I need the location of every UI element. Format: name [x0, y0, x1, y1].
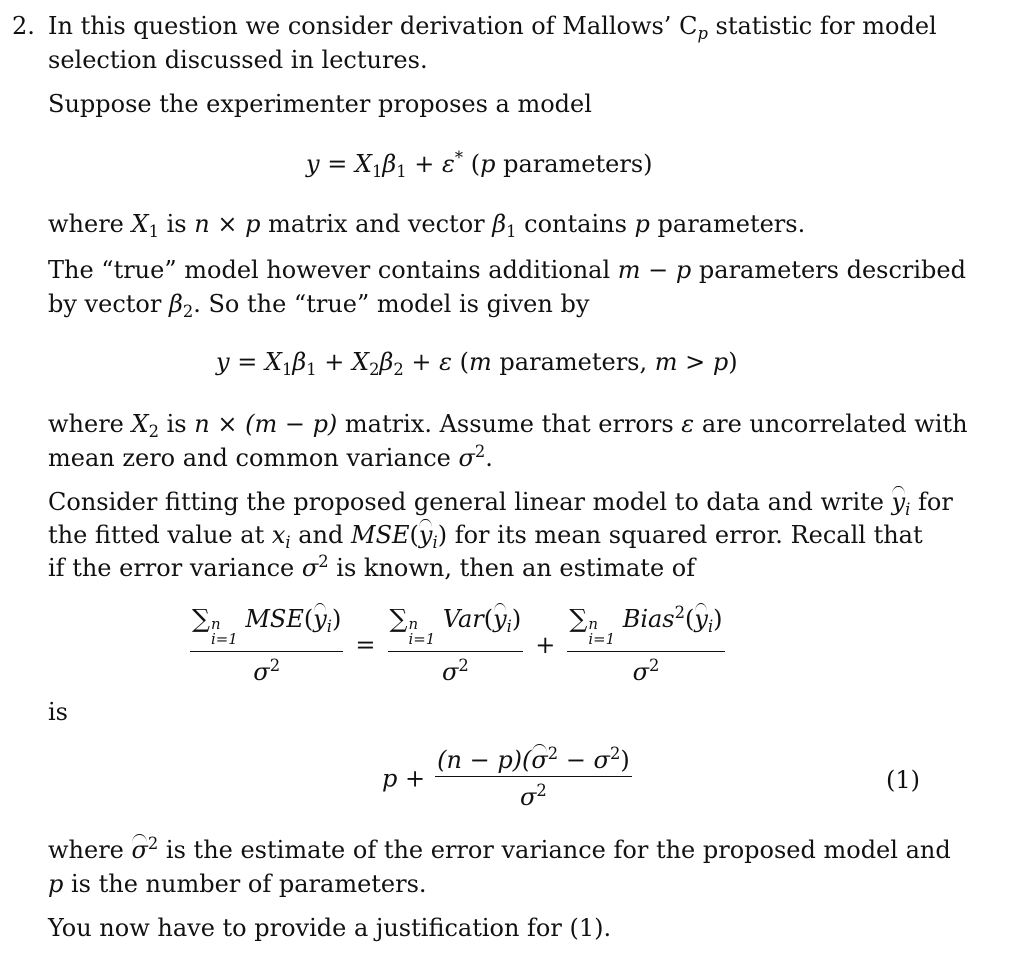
w1d: contains — [516, 210, 635, 238]
intro-line-1 — [48, 12, 937, 43]
sum-limits — [588, 617, 615, 647]
eq-one-den: σ — [520, 783, 537, 811]
eq-one-sigmahat: σ — [531, 746, 548, 774]
w1b: is — [159, 210, 195, 238]
var-yhat: y — [493, 605, 507, 633]
eq1-p: p — [480, 150, 496, 178]
equation-true-model — [216, 348, 738, 379]
eq1-star: * — [454, 148, 464, 168]
consider-line-3 — [48, 552, 696, 582]
eq-one-plus: + — [397, 764, 426, 793]
eq2-open: ( — [452, 348, 470, 376]
w2-x: X — [131, 410, 149, 438]
eq-one-num-c: ) — [620, 746, 630, 774]
mse-label: MSE — [245, 605, 304, 633]
eq2-cond: m > p — [654, 348, 729, 376]
tm2a: by vector — [48, 290, 169, 318]
sum-lower: i=1 — [408, 630, 436, 649]
equals-sign: = — [355, 630, 376, 659]
bias-label: Bias — [622, 605, 675, 633]
c3-sup: 2 — [318, 552, 329, 572]
c1-yhat: y — [891, 488, 906, 516]
den-sup: 2 — [458, 656, 469, 675]
eq-one-sup2: 2 — [609, 744, 621, 764]
sum-lower: i=1 — [588, 630, 616, 649]
where-line-3 — [48, 834, 951, 864]
c3-sigma: σ — [301, 554, 319, 582]
eq1-lhs: y = X — [306, 150, 373, 178]
true-model-line-1 — [48, 256, 966, 284]
where-line-3b — [48, 872, 427, 896]
c2-xsub: i — [285, 532, 291, 552]
w1-xsub: 1 — [148, 221, 159, 241]
frac-eq-one-num — [435, 744, 632, 777]
c1a: Consider fitting the proposed general linear model to data and write — [48, 488, 892, 516]
c2c: for its mean squared error. Recall that — [447, 521, 923, 549]
den-sigma: σ — [253, 657, 270, 686]
sum-upper: n — [588, 615, 598, 634]
final-instruction: You now have to provide a justification for (1). — [48, 914, 612, 942]
frac-mse-den — [253, 652, 280, 684]
w2-dim: n × (m − p) — [194, 410, 338, 438]
w3-p: p — [48, 870, 64, 898]
den-sup: 2 — [269, 656, 281, 675]
tm2-beta: β — [168, 290, 183, 318]
eq2-s2: 1 — [306, 359, 317, 379]
frac-bias-den — [633, 652, 660, 684]
c2-yhatsub: i — [432, 532, 438, 552]
eq2-b2: β — [379, 348, 394, 376]
eq2-plus: + X — [316, 348, 370, 376]
w2-eps: ε — [681, 410, 695, 438]
consider-line-2: the fitted value at $x_i$ and $MSE(y_i)$ for its mean squared error. Recall that — [48, 521, 923, 552]
c2b: and — [290, 521, 351, 549]
frac-var-den — [442, 652, 469, 684]
var-label: Var — [442, 605, 484, 633]
tm1b: parameters described — [691, 256, 966, 284]
sum-symbol: ∑ — [389, 604, 408, 633]
eq2-eps: + ε — [403, 348, 453, 376]
frac-var — [388, 606, 524, 684]
tm1a: The “true” model however contains additional — [48, 256, 618, 284]
eq1-params: parameters) — [495, 150, 653, 178]
eq2-close: ) — [728, 348, 738, 376]
eq2-b1: β — [292, 348, 307, 376]
eq1-sub1: 1 — [372, 161, 383, 181]
frac-var-num: ∑ n i=1 $Var(y_i)$ — [388, 606, 524, 652]
sum-symbol: ∑ — [192, 604, 210, 633]
frac-bias-num: ∑ n i=1 $Bias^2(y_i)$ — [567, 606, 724, 652]
suppose-text: Suppose the experimenter proposes a model — [48, 90, 592, 118]
w3a: where — [48, 836, 132, 864]
eq-one-sup1: 2 — [547, 744, 559, 764]
eq1-plus-eps: + ε — [406, 150, 455, 178]
tm2b: . So the “true” model is given by — [193, 290, 590, 318]
w1c: matrix and vector — [260, 210, 493, 238]
question-number: 2. — [12, 12, 35, 40]
den-sigma: σ — [632, 657, 649, 686]
w2e: mean zero and common variance — [48, 444, 459, 472]
eq2-s1: 1 — [282, 359, 293, 379]
intro-line-2: selection discussed in lectures. — [48, 46, 428, 74]
w1-p: p — [634, 210, 650, 238]
frac-eq-one-den — [520, 777, 547, 809]
frac-mse-num: ∑ n i=1 $MSE(y_i)$ — [190, 606, 343, 652]
equation-one — [382, 744, 636, 811]
c2-yhat: y — [418, 521, 433, 549]
eq2-s3: 2 — [369, 359, 380, 379]
eq2-m: m — [469, 348, 492, 376]
intro-text: In this question we consider derivation of Mallows’ C — [48, 12, 698, 40]
c3b: is known, then an estimate of — [328, 554, 696, 582]
w2-sup: 2 — [474, 442, 486, 462]
w2b: is — [159, 410, 195, 438]
w3c: is the number of parameters. — [63, 870, 427, 898]
eq-one-den-sup: 2 — [536, 781, 547, 801]
w1-betasub: 1 — [506, 221, 517, 241]
w1-dim: n × p — [194, 210, 261, 238]
where-line-2 — [48, 410, 968, 441]
eq-one-num-b: − σ — [558, 746, 610, 774]
eq-one-p: p — [382, 764, 398, 793]
den-sigma: σ — [441, 657, 459, 686]
c2-x: x — [271, 521, 286, 549]
tm2-sub: 2 — [182, 301, 194, 321]
c2-mse: MSE — [351, 521, 410, 549]
eq1-sub2: 1 — [396, 161, 407, 181]
c3a: if the error variance — [48, 554, 302, 582]
intro-text-end: statistic for model — [707, 12, 937, 40]
sum-upper: n — [408, 615, 419, 634]
w2-sigma: σ — [458, 444, 475, 472]
c2a: the fitted value at — [48, 521, 272, 549]
w1a: where — [48, 210, 132, 238]
w2d: are uncorrelated with — [694, 410, 968, 438]
mse-yhat: y — [313, 605, 327, 633]
true-model-line-2 — [48, 290, 590, 321]
sum-symbol: ∑ — [569, 604, 588, 633]
w2a: where — [48, 410, 132, 438]
var-i: i — [506, 616, 512, 636]
mse-i: i — [326, 616, 333, 636]
equation-proposed-model — [306, 148, 653, 181]
eq2-mid: parameters, — [491, 348, 655, 376]
eq-one-num-a: (n − p)( — [437, 746, 532, 774]
w3b: is the estimate of the error variance for the proposed model and — [158, 836, 951, 864]
eq1-beta: β — [382, 150, 397, 178]
w1-beta: β — [492, 210, 507, 238]
sum-limits — [408, 617, 435, 647]
bias-yhat: y — [694, 605, 708, 633]
eq1-paren: ( — [463, 150, 481, 178]
cp-subscript: p — [697, 23, 708, 43]
sum-upper: n — [210, 615, 221, 634]
where-line-1 — [48, 210, 806, 241]
frac-eq-one — [435, 744, 632, 811]
w1e: parameters. — [649, 210, 806, 238]
c1b: for — [910, 488, 953, 516]
sum-lower: i=1 — [210, 630, 238, 649]
frac-bias — [567, 603, 724, 686]
w2-xsub: 2 — [148, 421, 159, 441]
bias-i: i — [707, 616, 714, 636]
frac-mse — [190, 606, 343, 684]
eq2-lhs: y = X — [216, 348, 283, 376]
equation-number: (1) — [886, 766, 920, 794]
c1-yhatsub: i — [905, 499, 911, 519]
w2f: . — [485, 444, 493, 472]
w3-sup: 2 — [147, 834, 159, 854]
is-word: is — [48, 698, 68, 726]
eq2-s4: 2 — [393, 359, 404, 379]
where-line-2b — [48, 442, 493, 472]
bias-sup: 2 — [674, 603, 686, 623]
tm1-m: m − p — [617, 256, 692, 284]
w1-x: X — [131, 210, 149, 238]
den-sup: 2 — [648, 656, 660, 675]
w2c: matrix. Assume that errors — [337, 410, 682, 438]
plus-sign: + — [535, 630, 556, 659]
sum-limits — [211, 617, 238, 647]
w3-sigmahat: σ — [131, 836, 148, 864]
equation-mse-decomposition — [186, 603, 729, 686]
consider-line-1 — [48, 488, 953, 519]
